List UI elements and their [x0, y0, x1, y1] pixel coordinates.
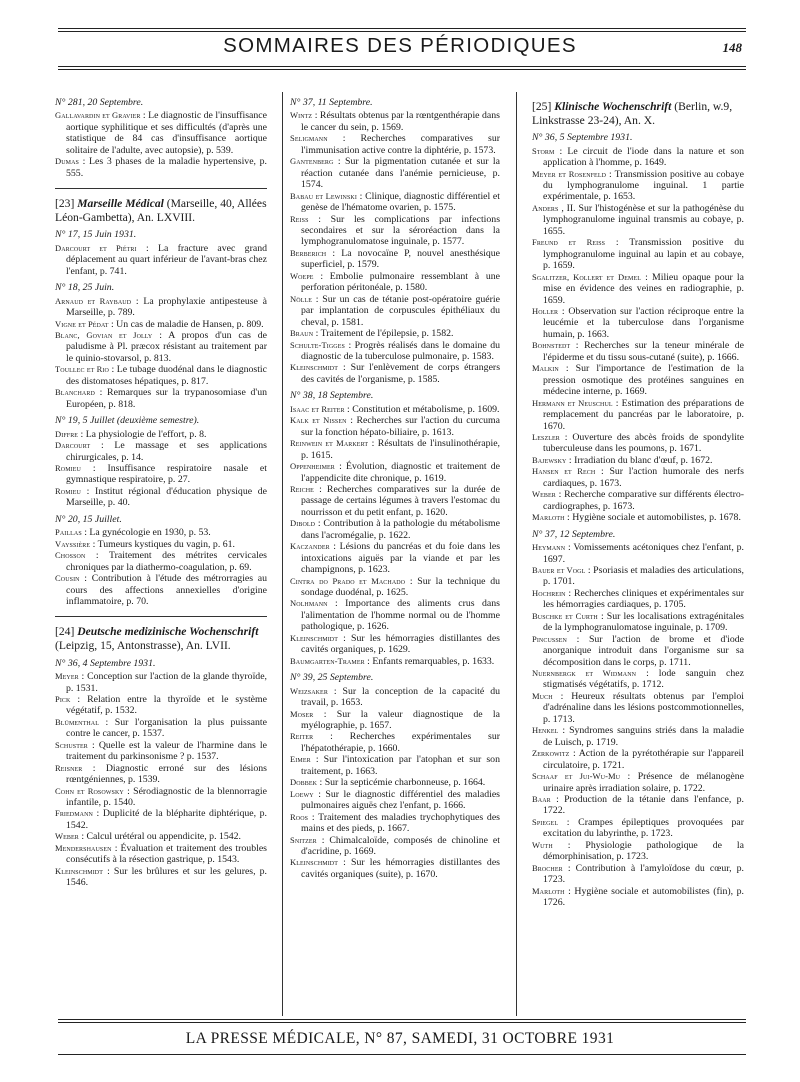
- article-title: : Traitement des métrites cervicales chroniques par la diathermo-coagulation, p. 69.: [66, 550, 267, 573]
- article-title: : Hygiène sociale et automobilistes (fin), p. 1726.: [543, 885, 744, 909]
- article-title: : La novocaïne P, nouvel anesthésique superficiel, p. 1579.: [301, 247, 501, 271]
- article-title: : Remarques sur la trypanosomiase d'un Européen, p. 818.: [66, 387, 267, 410]
- article-author: Hansen et Rech: [532, 466, 596, 477]
- article-entry: [532, 771, 744, 794]
- article-entry: [532, 863, 744, 886]
- article-title: : Recherches sur l'action du curcuma sur la fonction hépato-biliaire, p. 1613.: [301, 415, 500, 438]
- article-title: : Traitement des maladies trychophytiques des mains et des pieds, p. 1667.: [301, 811, 500, 835]
- article-entry: [532, 466, 744, 489]
- article-author: Nolhmann: [290, 598, 328, 609]
- article-entry: [55, 110, 267, 156]
- article-author: Kleinschmidt: [55, 865, 104, 876]
- article-title: : Psoriasis et maladies des articulations, p. 1701.: [543, 564, 744, 588]
- article-author: Blanchard: [55, 387, 95, 398]
- article-entry: [55, 387, 267, 410]
- article-author: Hermann et Neuschul: [532, 397, 613, 408]
- article-author: Meyer: [55, 671, 79, 682]
- article-entry: [532, 272, 744, 306]
- article-entry: [532, 306, 744, 340]
- header-top-rule-2: [58, 31, 746, 32]
- article-entry: [55, 156, 267, 179]
- article-author: Reiter: [290, 731, 314, 742]
- article-title: : Recherches comparatives sur la durée de passage de certains légumes à travers l'estomac du nourrisson et du petit enfant, p. 1620.: [301, 483, 501, 518]
- article-entry: [290, 362, 500, 385]
- article-title: : Conception sur l'action de la glande thyroïde, p. 1531.: [66, 671, 267, 694]
- article-author: Holler: [532, 305, 559, 316]
- article-entry: [290, 191, 500, 214]
- article-author: Spiegel: [532, 816, 559, 827]
- article-author: Leszler: [532, 431, 560, 442]
- article-title: : A propos d'un cas de paludisme à Pl. præcox résistant au traitement par le quinio-stovarsol, p. 813.: [66, 329, 267, 364]
- article-author: Roos: [290, 811, 309, 822]
- article-entry: [55, 573, 267, 607]
- article-entry: [532, 817, 744, 840]
- article-author: Reisner: [55, 762, 83, 773]
- article-title: : Sur les localisations extragénitales de la lymphogranulomatose inguinale, p. 1709.: [543, 610, 744, 634]
- article-author: Wuth: [532, 839, 553, 850]
- page-title: SOMMAIRES DES PÉRIODIQUES: [223, 34, 577, 57]
- article-title: : Présence de mélanogène urinaire après irradiation solaire, p. 1722.: [543, 771, 744, 794]
- article-entry: [290, 777, 500, 788]
- footer-bottom-rule: [58, 1054, 746, 1055]
- article-entry: [532, 542, 744, 565]
- article-title: : Sur la technique du sondage duodénal, p. 1625.: [301, 575, 500, 599]
- article-title: : Irradiation du blanc d'œuf, p. 1672.: [568, 454, 713, 466]
- article-entry: [532, 634, 744, 668]
- article-entry: [290, 340, 500, 363]
- article-title: , II. Sur l'histogénèse et sur la pathogénèse du lymphogranulome inguinal transmis au cobaye, p. 1655.: [543, 202, 744, 237]
- article-title: : lode sanguin chez stigmatisés végétatifs, p. 1712.: [543, 668, 744, 691]
- article-title: : Enfants remarquables, p. 1633.: [367, 655, 495, 667]
- article-entry: [290, 156, 500, 190]
- article-entry: [55, 463, 267, 486]
- article-title: : Sérodiagnostic de la blennorragie infantile, p. 1540.: [66, 785, 267, 809]
- article-title: : La physiologie de l'effort, p. 8.: [80, 428, 207, 440]
- footer-top-rule-2: [58, 1022, 746, 1023]
- article-author: Moser: [290, 708, 314, 719]
- article-author: Pick: [55, 693, 71, 704]
- article-title: : La prophylaxie antipesteuse à Marseille, p. 789.: [66, 295, 268, 319]
- article-title: : Recherche comparative sur différents électro-cardiographes, p. 1673.: [543, 489, 745, 512]
- article-author: Schuster: [55, 739, 88, 750]
- article-title: : Syndromes sanguins striés dans la maladie de Luisch, p. 1719.: [543, 725, 744, 748]
- article-author: Kleinschmidt: [290, 632, 339, 643]
- issue-heading: N° 37, 12 Septembre.: [532, 528, 616, 540]
- article-title: : Insuffisance respiratoire nasale et gymnastique respiratoire, p. 27.: [66, 462, 268, 486]
- article-entry: [290, 415, 500, 438]
- article-title: : Clinique, diagnostic différentiel et genèse de l'hématome ovarien, p. 1575.: [301, 190, 501, 214]
- article-entry: [55, 694, 267, 717]
- article-entry: [290, 709, 500, 732]
- article-author: Anders: [532, 202, 559, 213]
- article-title: : Estimation des préparations de remplacement du pancréas par le laboratoire, p. 1670.: [543, 397, 744, 432]
- article-title: : Résultats obtenus par la rœntgenthérapie dans le cancer du sein, p. 1569.: [301, 110, 500, 133]
- article-author: Seligmann: [290, 133, 328, 144]
- article-author: Isaac et Reiter: [290, 403, 345, 414]
- article-author: Oppenheimer: [290, 461, 335, 472]
- article-title: : Sur la conception de la capacité du travail, p. 1653.: [301, 685, 500, 709]
- article-entry: [290, 656, 500, 667]
- article-author: Woepe: [290, 270, 314, 281]
- article-author: Weber: [532, 489, 556, 500]
- article-author: Cintra do Prado et Machado: [290, 575, 406, 586]
- article-entry: [290, 294, 500, 328]
- article-entry: [290, 812, 500, 835]
- article-title: : Sur les hémorragies distillantes des cavités organiques, p. 1629.: [301, 632, 500, 656]
- article-title: : Milieu opaque pour la mise en évidence des veines en radiographie, p. 1659.: [543, 271, 744, 306]
- article-author: Reinwein et Markert: [290, 438, 369, 449]
- journal-details: (Berlin, w.9, Linkstrasse 23-24), An. X.: [532, 100, 733, 127]
- article-author: Nuernbergk et Widmann: [532, 668, 637, 679]
- header-bottom-rule-2: [58, 69, 746, 70]
- article-title: : Embolie pulmonaire ressemblant à une perforation péritonéale, p. 1580.: [301, 270, 500, 294]
- article-entry: [532, 237, 744, 271]
- journal-name: Klinische Wochenschrift: [554, 100, 672, 113]
- article-entry: [290, 518, 500, 541]
- article-entry: [55, 740, 267, 763]
- article-title: : Sur un cas de tétanie post-opératoire guérie par implantation de corpuscules épithéliaux du cheval, p. 1581.: [301, 293, 500, 328]
- article-entry: [290, 731, 500, 754]
- issue-heading: N° 36, 5 Septembre 1931.: [532, 132, 633, 144]
- article-title: : Recherches comparatives sur l'immunisation active contre la diphtérie, p. 1573.: [301, 133, 500, 156]
- article-title: : Sur l'action de brome et d'iode anorganique introduit dans l'organisme sur sa décomposition dans le corps, p. 1711.: [543, 633, 745, 668]
- article-entry: [55, 831, 267, 842]
- article-title: : Recherches sur la teneur minérale de l'épiderme et du tissu sous-cutané (suite), p. 1666.: [543, 340, 745, 363]
- article-author: Dobbek: [290, 777, 318, 788]
- journal-heading: [55, 197, 267, 224]
- article-author: Schaaf et Jui-Wu-Mu: [532, 771, 621, 782]
- article-author: Hochrein: [532, 587, 566, 598]
- article-author: Baumgarten-Tramer: [290, 655, 365, 666]
- article-title: : Les 3 phases de la maladie hypertensive, p. 555.: [66, 156, 268, 179]
- article-entry: [55, 550, 267, 573]
- article-entry: [55, 717, 267, 740]
- section-separator: [55, 616, 267, 617]
- article-author: Heymann: [532, 542, 566, 553]
- article-title: : Heureux résultats obtenus par l'emploi d'adrénaline dans les lésions postcommotionnelles, p. 1713.: [543, 690, 745, 725]
- article-entry: [55, 539, 267, 550]
- article-author: Weber: [55, 831, 79, 842]
- article-entry: [290, 248, 500, 271]
- article-entry: [55, 296, 267, 319]
- header-top-rule: [58, 28, 746, 29]
- article-entry: [55, 671, 267, 694]
- article-entry: [532, 565, 744, 588]
- article-author: Kalk et Nissen: [290, 415, 347, 426]
- article-author: Paillas: [55, 527, 82, 538]
- article-title: : Sur l'enlèvement de corps étrangers des cavités de l'organisme, p. 1585.: [301, 362, 501, 385]
- article-title: : Sur l'intoxication par l'atophan et sur son traitement, p. 1663.: [301, 754, 500, 777]
- journal-number: [25]: [532, 100, 552, 113]
- article-entry: [55, 786, 267, 809]
- article-title: : Traitement de l'épilepsie, p. 1582.: [315, 328, 454, 340]
- article-author: Cohn et Rosowsky: [55, 785, 124, 796]
- article-entry: [532, 203, 744, 237]
- article-title: : Recherches expérimentales sur l'hépatothérapie, p. 1660.: [301, 731, 500, 754]
- article-entry: [532, 169, 744, 203]
- article-title: : Importance des aliments crus dans l'alimentation de l'homme normal ou de l'homme pathologique, p. 1626.: [301, 598, 500, 633]
- article-title: : Le massage et ses applications chirurgicales, p. 14.: [66, 440, 267, 463]
- article-entry: [55, 808, 267, 831]
- article-title: : Sur les complications par infections secondaires et sur la séroréaction dans la lymphogranulomatose inguinale, p. 1577.: [301, 213, 501, 248]
- article-entry: [532, 146, 744, 169]
- issue-heading: N° 37, 11 Septembre.: [290, 97, 373, 108]
- article-entry: [55, 364, 267, 387]
- article-entry: [55, 486, 267, 509]
- article-title: : Recherches cliniques et expérimentales sur les hémorragies cardiaques, p. 1705.: [543, 587, 745, 611]
- article-author: Meyer et Rosenfeld: [532, 168, 607, 179]
- header-bottom-rule: [58, 66, 746, 67]
- article-title: : Action de la pyrétothérapie sur l'appareil circulatoire, p. 1721.: [543, 748, 744, 771]
- article-title: : Chimalcaloïde, composés de chinoline et d'acridine, p. 1669.: [301, 834, 500, 857]
- article-title: : Tumeurs kystiques du vagin, p. 61.: [92, 538, 235, 550]
- article-author: Bohnstedt: [532, 340, 571, 351]
- article-entry: [532, 840, 744, 863]
- article-title: : Transmission positive du lymphogranulome inguinal au lapin et au cobaye, p. 1659.: [543, 237, 744, 272]
- article-author: Vayssière: [55, 538, 91, 549]
- article-entry: [532, 340, 744, 363]
- column-left: [55, 92, 267, 889]
- article-entry: [290, 541, 500, 575]
- issue-heading: N° 20, 15 Juillet.: [55, 513, 122, 525]
- article-author: Romieu: [55, 462, 81, 473]
- article-title: : Sur les brûlures et sur les gelures, p. 1546.: [66, 865, 267, 889]
- article-entry: [55, 319, 267, 330]
- article-entry: [532, 725, 744, 748]
- article-title: : Crampes épileptiques provoquées par excitation du labyrinthe, p. 1723.: [543, 816, 744, 840]
- article-entry: [290, 484, 500, 518]
- article-author: Chosson: [55, 550, 86, 561]
- article-title: : Relation entre la thyroïde et le système végétatif, p. 1532.: [66, 693, 267, 717]
- article-author: Malkin: [532, 363, 559, 374]
- article-entry: [532, 455, 744, 466]
- article-author: Toullec et Rio: [55, 364, 109, 375]
- article-title: : Contribution à la pathologie du métabolisme dans l'acromégalie, p. 1622.: [301, 518, 501, 541]
- article-entry: [532, 512, 744, 523]
- article-author: Vigne et Pédat: [55, 318, 109, 329]
- article-title: : Un cas de maladie de Hansen, p. 809.: [110, 318, 264, 330]
- article-title: : Résultats de l'insulinothérapie, p. 1615.: [301, 438, 501, 461]
- article-title: : Sur le diagnostic différentiel des maladies pulmonaires aiguës chez l'enfant, p. 1666.: [301, 788, 500, 812]
- article-title: : Le diagnostic de l'insuffisance aortique syphilitique et ses difficultés (d'après une statistique de 84 cas d'insuffisance aortique solitaire de l'adulte, avec autopsie), p. 539.: [66, 110, 267, 156]
- article-author: Wintz: [290, 110, 313, 121]
- article-author: Darcourt et Piétri: [55, 242, 137, 253]
- article-author: Darcourt: [55, 440, 91, 451]
- article-author: Babau et Lewinski: [290, 190, 357, 201]
- article-title: : Sur la septicémie charbonneuse, p. 1664.: [319, 777, 486, 789]
- article-entry: [290, 328, 500, 339]
- article-entry: [290, 133, 500, 156]
- article-title: : Constitution et métabolisme, p. 1609.: [347, 403, 500, 415]
- article-title: : La gynécologie en 1930, p. 53.: [84, 527, 211, 539]
- article-author: Eimer: [290, 754, 311, 765]
- issue-heading: N° 38, 18 Septembre.: [290, 390, 374, 402]
- footer-top-rule: [58, 1019, 746, 1020]
- article-title: : Production de la tétanie dans l'enfance, p. 1722.: [543, 794, 745, 817]
- article-title: : Contribution à l'étude des métrorragies au cours des affections annexielles d'origine inflammatoire, p. 70.: [66, 573, 268, 607]
- article-title: : Sur la valeur diagnostique de la myélographie, p. 1657.: [301, 708, 500, 732]
- article-title: : Observation sur l'action réciproque entre la leucémie et la tuberculose dans l'organisme humain, p. 1663.: [543, 305, 745, 340]
- article-title: : Le circuit de l'iode dans la nature et son application à l'homme, p. 1649.: [543, 145, 744, 169]
- article-author: Zerkowitz: [532, 748, 570, 759]
- article-entry: [290, 271, 500, 294]
- article-author: Mendershausen: [55, 842, 112, 853]
- article-entry: [290, 835, 500, 858]
- article-title: : Calcul urétéral ou appendicite, p. 1542.: [81, 831, 242, 843]
- article-author: Marloth: [532, 885, 565, 896]
- issue-heading: N° 281, 20 Septembre.: [55, 97, 144, 108]
- article-author: Cousin: [55, 573, 80, 584]
- article-author: Romieu: [55, 485, 81, 496]
- article-entry: [532, 794, 744, 817]
- article-title: : Évolution, diagnostic et traitement de l'appendicite dite chronique, p. 1619.: [301, 461, 501, 484]
- article-title: : Progrès réalisés dans le domaine du diagnostic de la tuberculose pulmonaire, p. 1583.: [301, 339, 500, 362]
- article-author: Braun: [290, 328, 314, 339]
- article-title: : Physiologie pathologique de la démorphinisation, p. 1723.: [543, 839, 744, 863]
- journal-details: (Leipzig, 15, Antonstrasse), An. LVII.: [55, 639, 231, 652]
- article-author: Blanc, Govian et Jolly: [55, 329, 153, 340]
- article-entry: [532, 363, 744, 397]
- article-entry: [55, 440, 267, 463]
- article-author: Diffre: [55, 428, 79, 439]
- issue-heading: N° 36, 4 Septembre 1931.: [55, 657, 156, 669]
- article-author: Dumas: [55, 156, 79, 167]
- article-entry: [290, 461, 500, 484]
- article-title: : Contribution à l'amyloïdose du cœur, p. 1723.: [543, 862, 745, 886]
- article-entry: [532, 748, 744, 771]
- article-title: : Duplicité de la blépharite diphtérique, p. 1542.: [66, 808, 268, 831]
- article-entry: [532, 668, 744, 691]
- column-divider: [282, 92, 283, 1016]
- column-middle: [290, 92, 500, 880]
- article-entry: [532, 611, 744, 634]
- article-author: Bauer et Vogl: [532, 564, 586, 575]
- article-title: : Sur l'importance de l'estimation de la pression osmotique des protéines sanguines en médecine interne, p. 1669.: [543, 363, 744, 398]
- article-entry: [290, 404, 500, 415]
- article-author: Dibold: [290, 518, 316, 529]
- issue-heading: N° 19, 5 Juillet (deuxième semestre).: [55, 415, 200, 427]
- article-title: : Diagnostic erroné sur des lésions rœntgéniennes, p. 1539.: [66, 762, 267, 786]
- article-entry: [290, 789, 500, 812]
- article-entry: [55, 763, 267, 786]
- article-title: : Quelle est la valeur de l'harmine dans le traitement du parkinsonisme ? p. 1537.: [66, 739, 267, 763]
- issue-heading: N° 17, 15 Juin 1931.: [55, 229, 137, 241]
- article-entry: [55, 330, 267, 364]
- article-entry: [532, 588, 744, 611]
- article-title: : Sur les hémorragies distillantes des cavités organiques (suite), p. 1670.: [301, 857, 500, 880]
- article-author: Henkel: [532, 725, 559, 736]
- article-author: Weizsaker: [290, 685, 328, 696]
- column-right: [532, 92, 744, 909]
- article-title: : Sur la pigmentation cutanée et sur la réaction cutanée dans l'anémie pernicieuse, p. 1574.: [301, 156, 500, 191]
- article-entry: [55, 527, 267, 538]
- article-entry: [290, 686, 500, 709]
- article-author: Gallavardin et Gravier: [55, 110, 141, 121]
- article-author: Arnaud et Raybaud: [55, 295, 132, 306]
- footer-issue-line: LA PRESSE MÉDICALE, N° 87, SAMEDI, 31 OCTOBRE 1931: [185, 1030, 615, 1047]
- column-divider: [516, 92, 517, 1016]
- article-title: : Sur l'organisation la plus puissante contre le cancer, p. 1537.: [66, 716, 267, 740]
- journal-name: Deutsche medizinische Wochenschrift: [77, 625, 259, 639]
- article-title: : Institut régional d'éducation physique de Marseille, p. 40.: [66, 485, 267, 509]
- article-title: : Évaluation et traitement des troubles consécutifs à la résection gastrique, p. 1543.: [66, 842, 267, 866]
- article-entry: [532, 691, 744, 725]
- article-author: Sgalitzer, Kollert et Demel: [532, 271, 641, 282]
- journal-details: (Marseille, 40, Allées Léon-Gambetta), An. LXVIII.: [55, 197, 267, 224]
- article-entry: [532, 886, 744, 909]
- article-author: Blümenthal: [55, 716, 99, 727]
- article-entry: [290, 110, 500, 133]
- article-author: Bajewsky: [532, 454, 567, 465]
- article-title: : Hygiène sociale et automobilistes, p. 1678.: [567, 512, 741, 524]
- journal-name: Marseille Médical: [77, 197, 164, 211]
- article-author: Gantenberg: [290, 156, 334, 167]
- article-title: : Lésions du pancréas et du foie dans les intoxications aiguës par la viande et par les champignons, p. 1623.: [301, 541, 501, 576]
- article-entry: [290, 633, 500, 656]
- article-entry: [532, 489, 744, 512]
- article-author: Nölle: [290, 293, 312, 304]
- article-title: : Ouverture des abcès froids de spondylite tuberculeuse dans les poumons, p. 1671.: [543, 431, 745, 455]
- article-entry: [290, 754, 500, 777]
- article-entry: [290, 214, 500, 248]
- journal-heading: [532, 100, 744, 127]
- article-entry: [55, 866, 267, 889]
- article-author: Friedmann: [55, 808, 93, 819]
- article-author: Much: [532, 690, 553, 701]
- article-author: Reiche: [290, 483, 314, 494]
- article-entry: [290, 857, 500, 880]
- journal-number: [24]: [55, 625, 75, 639]
- article-entry: [290, 576, 500, 599]
- article-title: : Transmission positive au cobaye du lymphogranulome inguinal. 1 partie expérimentale, p. 1653.: [543, 168, 744, 203]
- article-author: Kleinschmidt: [290, 857, 339, 868]
- article-title: : Sur l'action humorale des nerfs cardiaques, p. 1673.: [543, 466, 744, 489]
- issue-heading: N° 18, 25 Juin.: [55, 282, 115, 294]
- article-author: Snitzer: [290, 834, 317, 845]
- article-author: Kaczander: [290, 541, 330, 552]
- article-entry: [55, 843, 267, 866]
- article-entry: [290, 598, 500, 632]
- article-title: : La fracture avec grand déplacement au quart inférieur de l'avant-bras chez l'enfant, p. 741.: [66, 242, 267, 277]
- article-author: Freund et Reiss: [532, 237, 606, 248]
- article-author: Baar: [532, 794, 551, 805]
- article-author: Marloth: [532, 512, 565, 523]
- article-author: Pincussen: [532, 633, 567, 644]
- article-entry: [532, 398, 744, 432]
- article-author: Kleinschmidt: [290, 362, 339, 373]
- article-author: Reiss: [290, 213, 309, 224]
- article-author: Berberich: [290, 247, 327, 258]
- article-author: Storm: [532, 145, 555, 156]
- article-entry: [55, 243, 267, 277]
- page-number: 148: [722, 40, 742, 55]
- section-separator: [55, 188, 267, 189]
- article-entry: [55, 429, 267, 440]
- journal-number: [23]: [55, 197, 75, 211]
- article-author: Buschke et Curth: [532, 610, 598, 621]
- article-author: Brocher: [532, 862, 563, 873]
- article-author: Schulte-Tigges: [290, 339, 345, 350]
- issue-heading: N° 39, 25 Septembre.: [290, 672, 374, 684]
- article-entry: [532, 432, 744, 455]
- article-entry: [290, 438, 500, 461]
- article-title: : Le tubage duodénal dans le diagnostic des distomatoses hépatiques, p. 817.: [66, 364, 268, 387]
- article-title: : Vomissements acétoniques chez l'enfant, p. 1697.: [543, 542, 745, 565]
- journal-heading: [55, 625, 267, 652]
- article-author: Loewy: [290, 788, 314, 799]
